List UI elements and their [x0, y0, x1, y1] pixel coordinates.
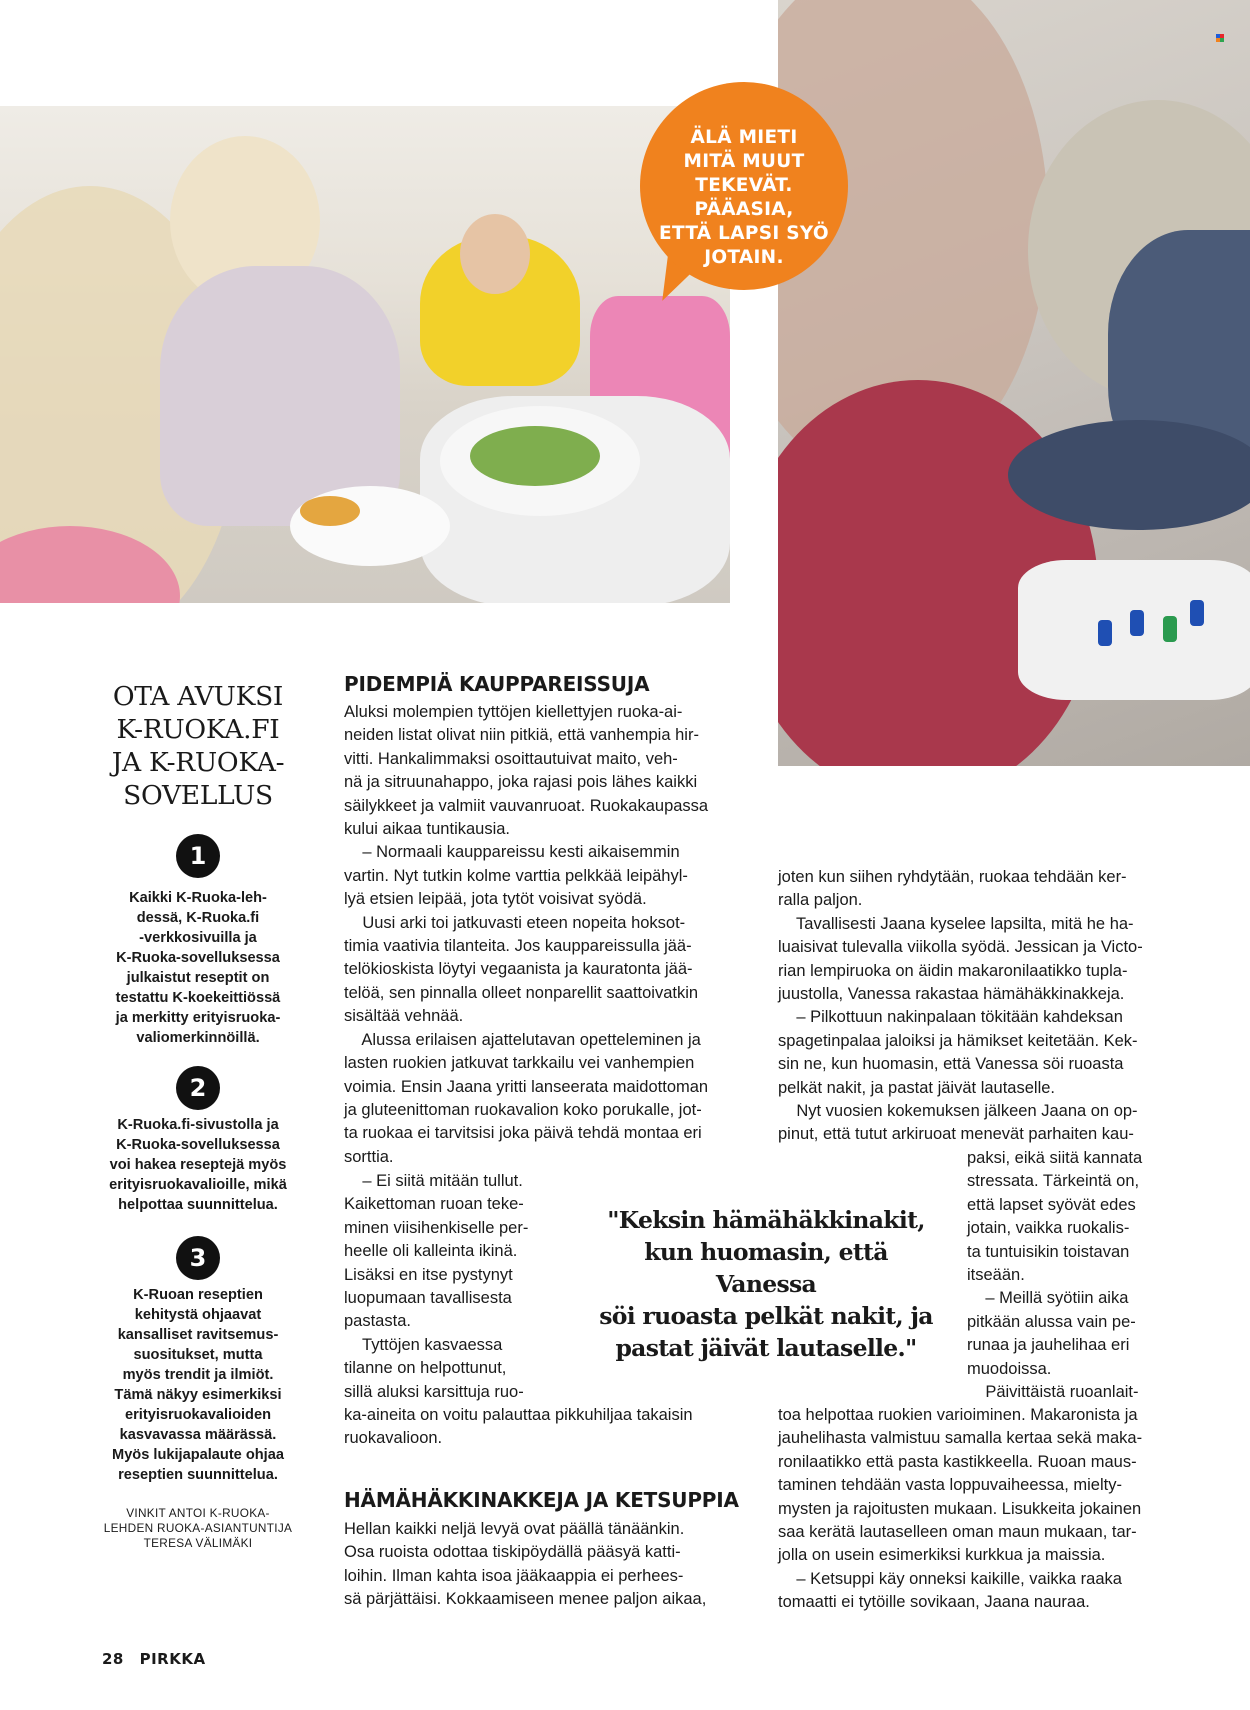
section-heading-1: PIDEMPIÄ KAUPPAREISSUJA [344, 672, 650, 696]
tip-text-2: K-Ruoka.fi-sivustolla ja K-Ruoka-sovelluksessa voi hakea reseptejä myös erityisruokavalioille, mikä helpottaa suunnittelua. [109, 1117, 287, 1213]
family-meal-photo [0, 106, 730, 603]
magazine-name: PIRKKA [139, 1650, 206, 1668]
tip-number-3: 3 [176, 1236, 220, 1280]
speech-bubble-text: ÄLÄ MIETI MITÄ MUUT TEKEVÄT. PÄÄASIA, ETTÄ LAPSI SYÖ JOTAIN. [659, 127, 829, 268]
page-number: 28 [102, 1650, 124, 1668]
page-footer [102, 1650, 206, 1668]
article-text-block-4: Hellan kaikki neljä levyä ovat päällä tänäänkin. Osa ruoista odottaa tiskipöydällä pääsyä katti- loihin. Ilman kahta isoa jääkaappia ei perhees- sä pärjättäisi. Kokkaamiseen menee paljon aikaa, [344, 1520, 707, 1609]
tips-credit: VINKIT ANTOI K-RUOKA- LEHDEN RUOKA-ASIANTUNTIJA TERESA VÄLIMÄKI [103, 1506, 293, 1550]
article-text-block-2: – Ei siitä mitään tullut. Kaikettoman ruoan teke- minen viisihenkiselle per- heelle oli kalleinta ikinä. Lisäksi en itse pystynyt luopumaan tavallisesta pastasta. Tyttöjen kasvaessa tilanne on helpottunut, sillä aluksi karsittuja ruo- [344, 1172, 529, 1401]
sidebar-title: OTA AVUKSI K-RUOKA.FI JA K-RUOKA- SOVELLUS [111, 681, 285, 811]
board-game-photo [778, 0, 1250, 766]
article-text-block-1: Aluksi molempien tyttöjen kiellettyjen ruoka-ai- neiden listat olivat niin pitkiä, että vanhempia hir- vitti. Hankalimmaksi osoittautuivat maito, veh- nä ja sitruunahappo, joka rajasi pois lähes kaikki säilykkeet ja valmiit vauvanruoat. Ruokakaupassa kului aikaa tuntikausia. – Normaali kauppareissu kesti aikaisemmin vartin. Nyt tutkin kolme varttia pelkkää leipähyl- lyä etsien leipää, jota tytöt voisivat syödä. Uusi arki toi jatkuvasti eteen nopeita hoksot- timia vaativia tilanteita. Jos kauppareissulla jää- telökioskista löytyi vegaanista ja kauratonta jää- telöä, sen pinnalla olleet nonparellit saattoivatkin sisältää vehnää. Alussa erilaisen ajattelutavan opetteleminen ja lasten ruokien jatkuvat tarkkailu vei vanhempien voimia. Ensin Jaana yritti lanseerata maidottoman ja gluteenittoman ruokavalion koko porukalle, jot- ta ruokaa ei tarvitsisi joka päivä tehdä montaa eri sorttia. [344, 703, 709, 1166]
article-text-block-6: paksi, eikä siitä kannata stressata. Tärkeintä on, että lapset syövät edes jotain, vaikka ruokalis- ta tuntuisikin toistavan itseään. – Meillä syötiin aika pitkään alussa vain pe- runaa ja jauhelihaa eri muodoissa. Päivittäistä ruoanlait- [967, 1149, 1143, 1402]
article-text-block-3: ka-aineita on voitu palauttaa pikkuhiljaa takaisin ruokavalioon. [344, 1406, 693, 1448]
tip-number-2: 2 [176, 1066, 220, 1110]
publisher-logo-icon [1216, 34, 1224, 42]
tip-text-1: Kaikki K-Ruoka-leh- dessä, K-Ruoka.fi -verkkosivuilla ja K-Ruoka-sovelluksessa julkaistut reseptit on testattu K-koekeittiössä ja merkitty erityisruoka- valiomerkinnöillä. [115, 890, 281, 1046]
pull-quote: "Keksin hämähäkkinakit, kun huomasin, että Vanessa söi ruoasta pelkät nakit, ja pastat jäivät lautaselle." [599, 1206, 933, 1362]
article-text-block-5: joten kun siihen ryhdytään, ruokaa tehdään ker- ralla paljon. Tavallisesti Jaana kyselee lapsilta, mitä he ha- luaisivat tulevalla viikolla syödä. Jessican ja Victo- rian lempiruoka on äidin makaronilaatikko tupla- juustolla, Vanessa rakastaa hämähäkkinakkeja. – Pilkottuun nakinpalaan tökitään kahdeksan spagetinpalaa jaloiksi ja hämikset keitetään. Kek- sin ne, kun huomasin, että Vanessa söi ruoasta pelkät nakit, ja pastat jäivät lautaselle. Nyt vuosien kokemuksen jälkeen Jaana on op- pinut, että tutut arkiruoat menevät parhaiten kau- [778, 868, 1143, 1144]
section-heading-2: HÄMÄHÄKKINAKKEJA JA KETSUPPIA [344, 1488, 739, 1512]
tip-text-3: K-Ruoan reseptien kehitystä ohjaavat kansalliset ravitsemus- suositukset, mutta myös trendit ja ilmiöt. Tämä näkyy esimerkiksi erityisruokavalioiden kasvavassa määrässä. Myös lukijapalaute ohjaa reseptien suunnittelua. [112, 1287, 284, 1483]
tip-number-1: 1 [176, 834, 220, 878]
article-text-block-7: toa helpottaa ruokien varioiminen. Makaronista ja jauhelihasta valmistuu samalla kertaa sekä maka- ronilaatikko että pasta kastikkeella. Ruoan maus- taminen tehdään vasta loppuvaiheessa, mielty- mysten ja rajoitusten mukaan. Lisukkeita jokainen saa kerätä lautaselleen oman maun mukaan, tar- jolla on usein esimerkiksi kurkkua ja maissia. – Ketsuppi käy onneksi kaikille, vaikka raaka tomaatti ei tytöille sovikaan, Jaana nauraa. [778, 1406, 1143, 1612]
